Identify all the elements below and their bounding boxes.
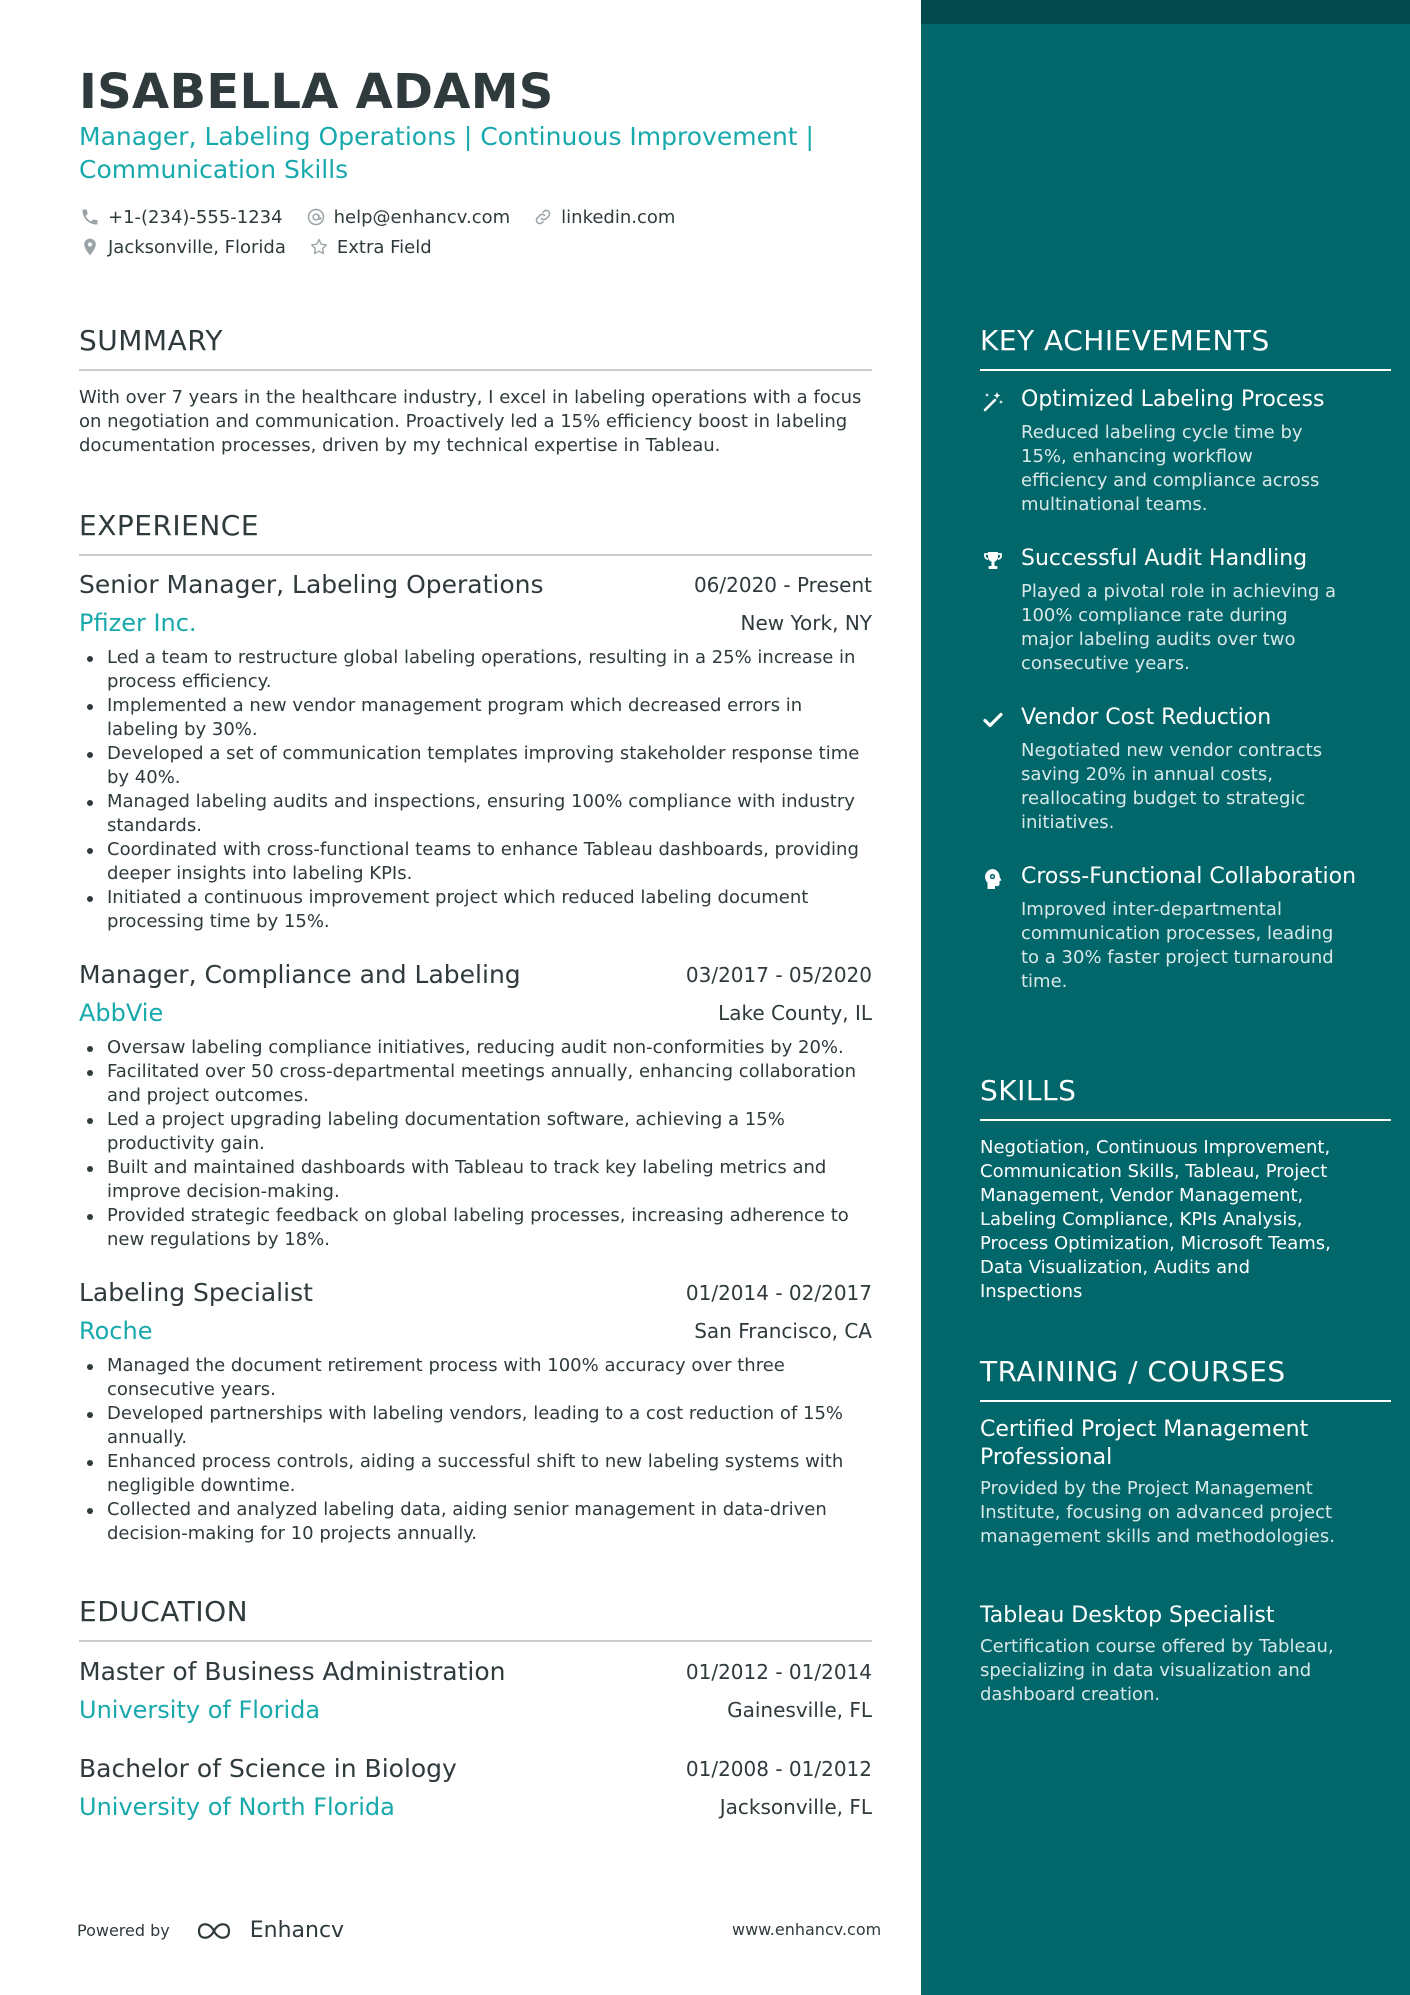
achievement-desc: Reduced labeling cycle time by 15%, enhancing workflow efficiency and compliance across multinational teams.	[1021, 422, 1320, 515]
achievements-heading: KEY ACHIEVEMENTS	[980, 324, 1391, 371]
bullet-item: Collected and analyzed labeling data, aiding senior management in data-driven decision-making for 10 projects annually.	[79, 1498, 872, 1546]
job-location: Lake County, IL	[718, 1001, 872, 1025]
course-title: Certified Project Management Professional	[980, 1417, 1309, 1470]
candidate-tagline: Manager, Labeling Operations | Continuous Improvement | Communication Skills	[79, 122, 814, 184]
achievement-desc: Negotiated new vendor contracts saving 20% in annual costs, reallocating budget to strategic initiatives.	[1021, 740, 1323, 833]
bullet-item: Oversaw labeling compliance initiatives, reducing audit non-conformities by 20%.	[79, 1036, 872, 1060]
footer-branding	[77, 1918, 344, 1943]
course-desc: Certification course offered by Tableau, specializing in data visualization and dashboard creation.	[980, 1636, 1334, 1705]
education-heading: EDUCATION	[79, 1595, 872, 1642]
contact-location	[79, 236, 286, 258]
star-icon	[308, 236, 330, 258]
link-icon	[532, 206, 554, 228]
powered-by-label: Powered by	[77, 1921, 170, 1940]
bullet-item: Provided strategic feedback on global labeling processes, increasing adherence to new regulations by 18%.	[79, 1204, 872, 1252]
job-entry	[79, 960, 872, 1252]
job-title: Senior Manager, Labeling Operations	[79, 570, 544, 599]
degree-title: Master of Business Administration	[79, 1657, 506, 1686]
education-entry	[79, 1657, 872, 1726]
job-company: Pfizer Inc.	[79, 609, 197, 637]
job-bullets	[79, 1036, 872, 1252]
bullet-item: Implemented a new vendor management program which decreased errors in labeling by 30%.	[79, 694, 872, 742]
job-location: New York, NY	[740, 611, 872, 635]
bullet-item: Managed the document retirement process with 100% accuracy over three consecutive years.	[79, 1354, 872, 1402]
contact-extra-text: Extra Field	[336, 236, 432, 258]
experience-heading: EXPERIENCE	[79, 509, 872, 556]
job-company: Roche	[79, 1317, 153, 1345]
contact-phone[interactable]	[79, 206, 283, 228]
job-entry	[79, 1278, 872, 1546]
school-name: University of North Florida	[79, 1793, 395, 1821]
education-dates: 01/2008 - 01/2012	[685, 1757, 872, 1781]
brand-name: Enhancv	[249, 1918, 345, 1943]
achievement-desc: Played a pivotal role in achieving a 100% compliance rate during major labeling audits over two consecutive years.	[1021, 581, 1337, 674]
skills-heading: SKILLS	[980, 1074, 1391, 1121]
summary-text: With over 7 years in the healthcare industry, I excel in labeling operations with a focus on negotiation and communication. Proactively led a 15% efficiency boost in labeling documentation processes, driven by my technical expertise in Tableau.	[79, 387, 862, 456]
job-dates: 03/2017 - 05/2020	[685, 963, 872, 987]
achievement-title: Successful Audit Handling	[1021, 546, 1308, 571]
head-gear-icon	[980, 866, 1006, 892]
bullet-item: Led a project upgrading labeling documentation software, achieving a 15% productivity gain.	[79, 1108, 872, 1156]
summary-heading: SUMMARY	[79, 324, 872, 371]
job-company: AbbVie	[79, 999, 164, 1027]
job-location: San Francisco, CA	[694, 1319, 872, 1343]
bullet-item: Developed a set of communication templates improving stakeholder response time by 40%.	[79, 742, 872, 790]
bullet-item: Facilitated over 50 cross-departmental meetings annually, enhancing collaboration and project outcomes.	[79, 1060, 872, 1108]
enhancv-logo[interactable]	[196, 1918, 344, 1943]
school-location: Gainesville, FL	[727, 1698, 872, 1722]
achievement-title: Optimized Labeling Process	[1021, 387, 1325, 412]
course-item	[980, 1416, 1360, 1549]
contact-linkedin[interactable]	[532, 206, 675, 228]
contact-row-2	[79, 236, 454, 258]
location-pin-icon	[79, 236, 101, 258]
school-location: Jacksonville, FL	[719, 1795, 872, 1819]
bullet-item: Led a team to restructure global labeling operations, resulting in a 25% increase in process efficiency.	[79, 646, 872, 694]
achievement-item	[980, 862, 1391, 994]
job-title: Labeling Specialist	[79, 1278, 313, 1307]
enhancv-logo-icon	[196, 1919, 242, 1943]
contact-email-text: help@enhancv.com	[333, 206, 511, 228]
training-heading: TRAINING / COURSES	[980, 1355, 1391, 1402]
job-dates: 06/2020 - Present	[693, 573, 872, 597]
bullet-item: Managed labeling audits and inspections, ensuring 100% compliance with industry standards.	[79, 790, 872, 838]
magic-wand-icon	[980, 389, 1006, 415]
bullet-item: Enhanced process controls, aiding a successful shift to new labeling systems with negligible downtime.	[79, 1450, 872, 1498]
phone-icon	[79, 206, 101, 228]
footer-website[interactable]: www.enhancv.com	[732, 1920, 882, 1939]
job-bullets	[79, 1354, 872, 1546]
contact-row-1	[79, 206, 697, 228]
contact-extra	[308, 236, 432, 258]
education-dates: 01/2012 - 01/2014	[685, 1660, 872, 1684]
candidate-name: ISABELLA ADAMS	[79, 64, 554, 120]
bullet-item: Coordinated with cross-functional teams to enhance Tableau dashboards, providing deeper insights into labeling KPIs.	[79, 838, 872, 886]
achievement-item	[980, 703, 1391, 835]
achievement-title: Vendor Cost Reduction	[1021, 705, 1272, 730]
course-desc: Provided by the Project Management Institute, focusing on advanced project management skills and methodologies.	[980, 1478, 1335, 1547]
school-name: University of Florida	[79, 1696, 321, 1724]
job-entry	[79, 570, 872, 934]
job-title: Manager, Compliance and Labeling	[79, 960, 521, 989]
job-dates: 01/2014 - 02/2017	[685, 1281, 872, 1305]
bullet-item: Built and maintained dashboards with Tableau to track key labeling metrics and improve decision-making.	[79, 1156, 872, 1204]
skills-list: Negotiation, Continuous Improvement, Communication Skills, Tableau, Project Management, Vendor Management, Labeling Compliance, KPIs Analysis, Process Optimization, Microsoft Teams, Data Visualization, Audits and Inspections	[980, 1137, 1331, 1302]
checkmark-icon	[980, 707, 1006, 733]
bullet-item: Developed partnerships with labeling vendors, leading to a cost reduction of 15% annually.	[79, 1402, 872, 1450]
bullet-item: Initiated a continuous improvement project which reduced labeling document processing time by 15%.	[79, 886, 872, 934]
contact-email[interactable]	[305, 206, 511, 228]
at-icon	[305, 206, 327, 228]
course-item	[980, 1602, 1360, 1707]
education-entry	[79, 1754, 872, 1823]
contact-linkedin-text: linkedin.com	[561, 206, 676, 228]
contact-location-text: Jacksonville, Florida	[108, 236, 286, 258]
sidebar	[921, 0, 1410, 1995]
degree-title: Bachelor of Science in Biology	[79, 1754, 457, 1783]
achievement-desc: Improved inter-departmental communication processes, leading to a 30% faster project turnaround time.	[1021, 899, 1334, 992]
achievement-item	[980, 385, 1391, 517]
trophy-icon	[980, 548, 1006, 574]
job-bullets	[79, 646, 872, 934]
course-title: Tableau Desktop Specialist	[980, 1603, 1275, 1628]
contact-phone-text: +1-(234)-555-1234	[108, 206, 283, 228]
sidebar-top-band	[921, 0, 1410, 24]
achievement-item	[980, 544, 1391, 676]
achievement-title: Cross-Functional Collaboration	[1021, 864, 1357, 889]
